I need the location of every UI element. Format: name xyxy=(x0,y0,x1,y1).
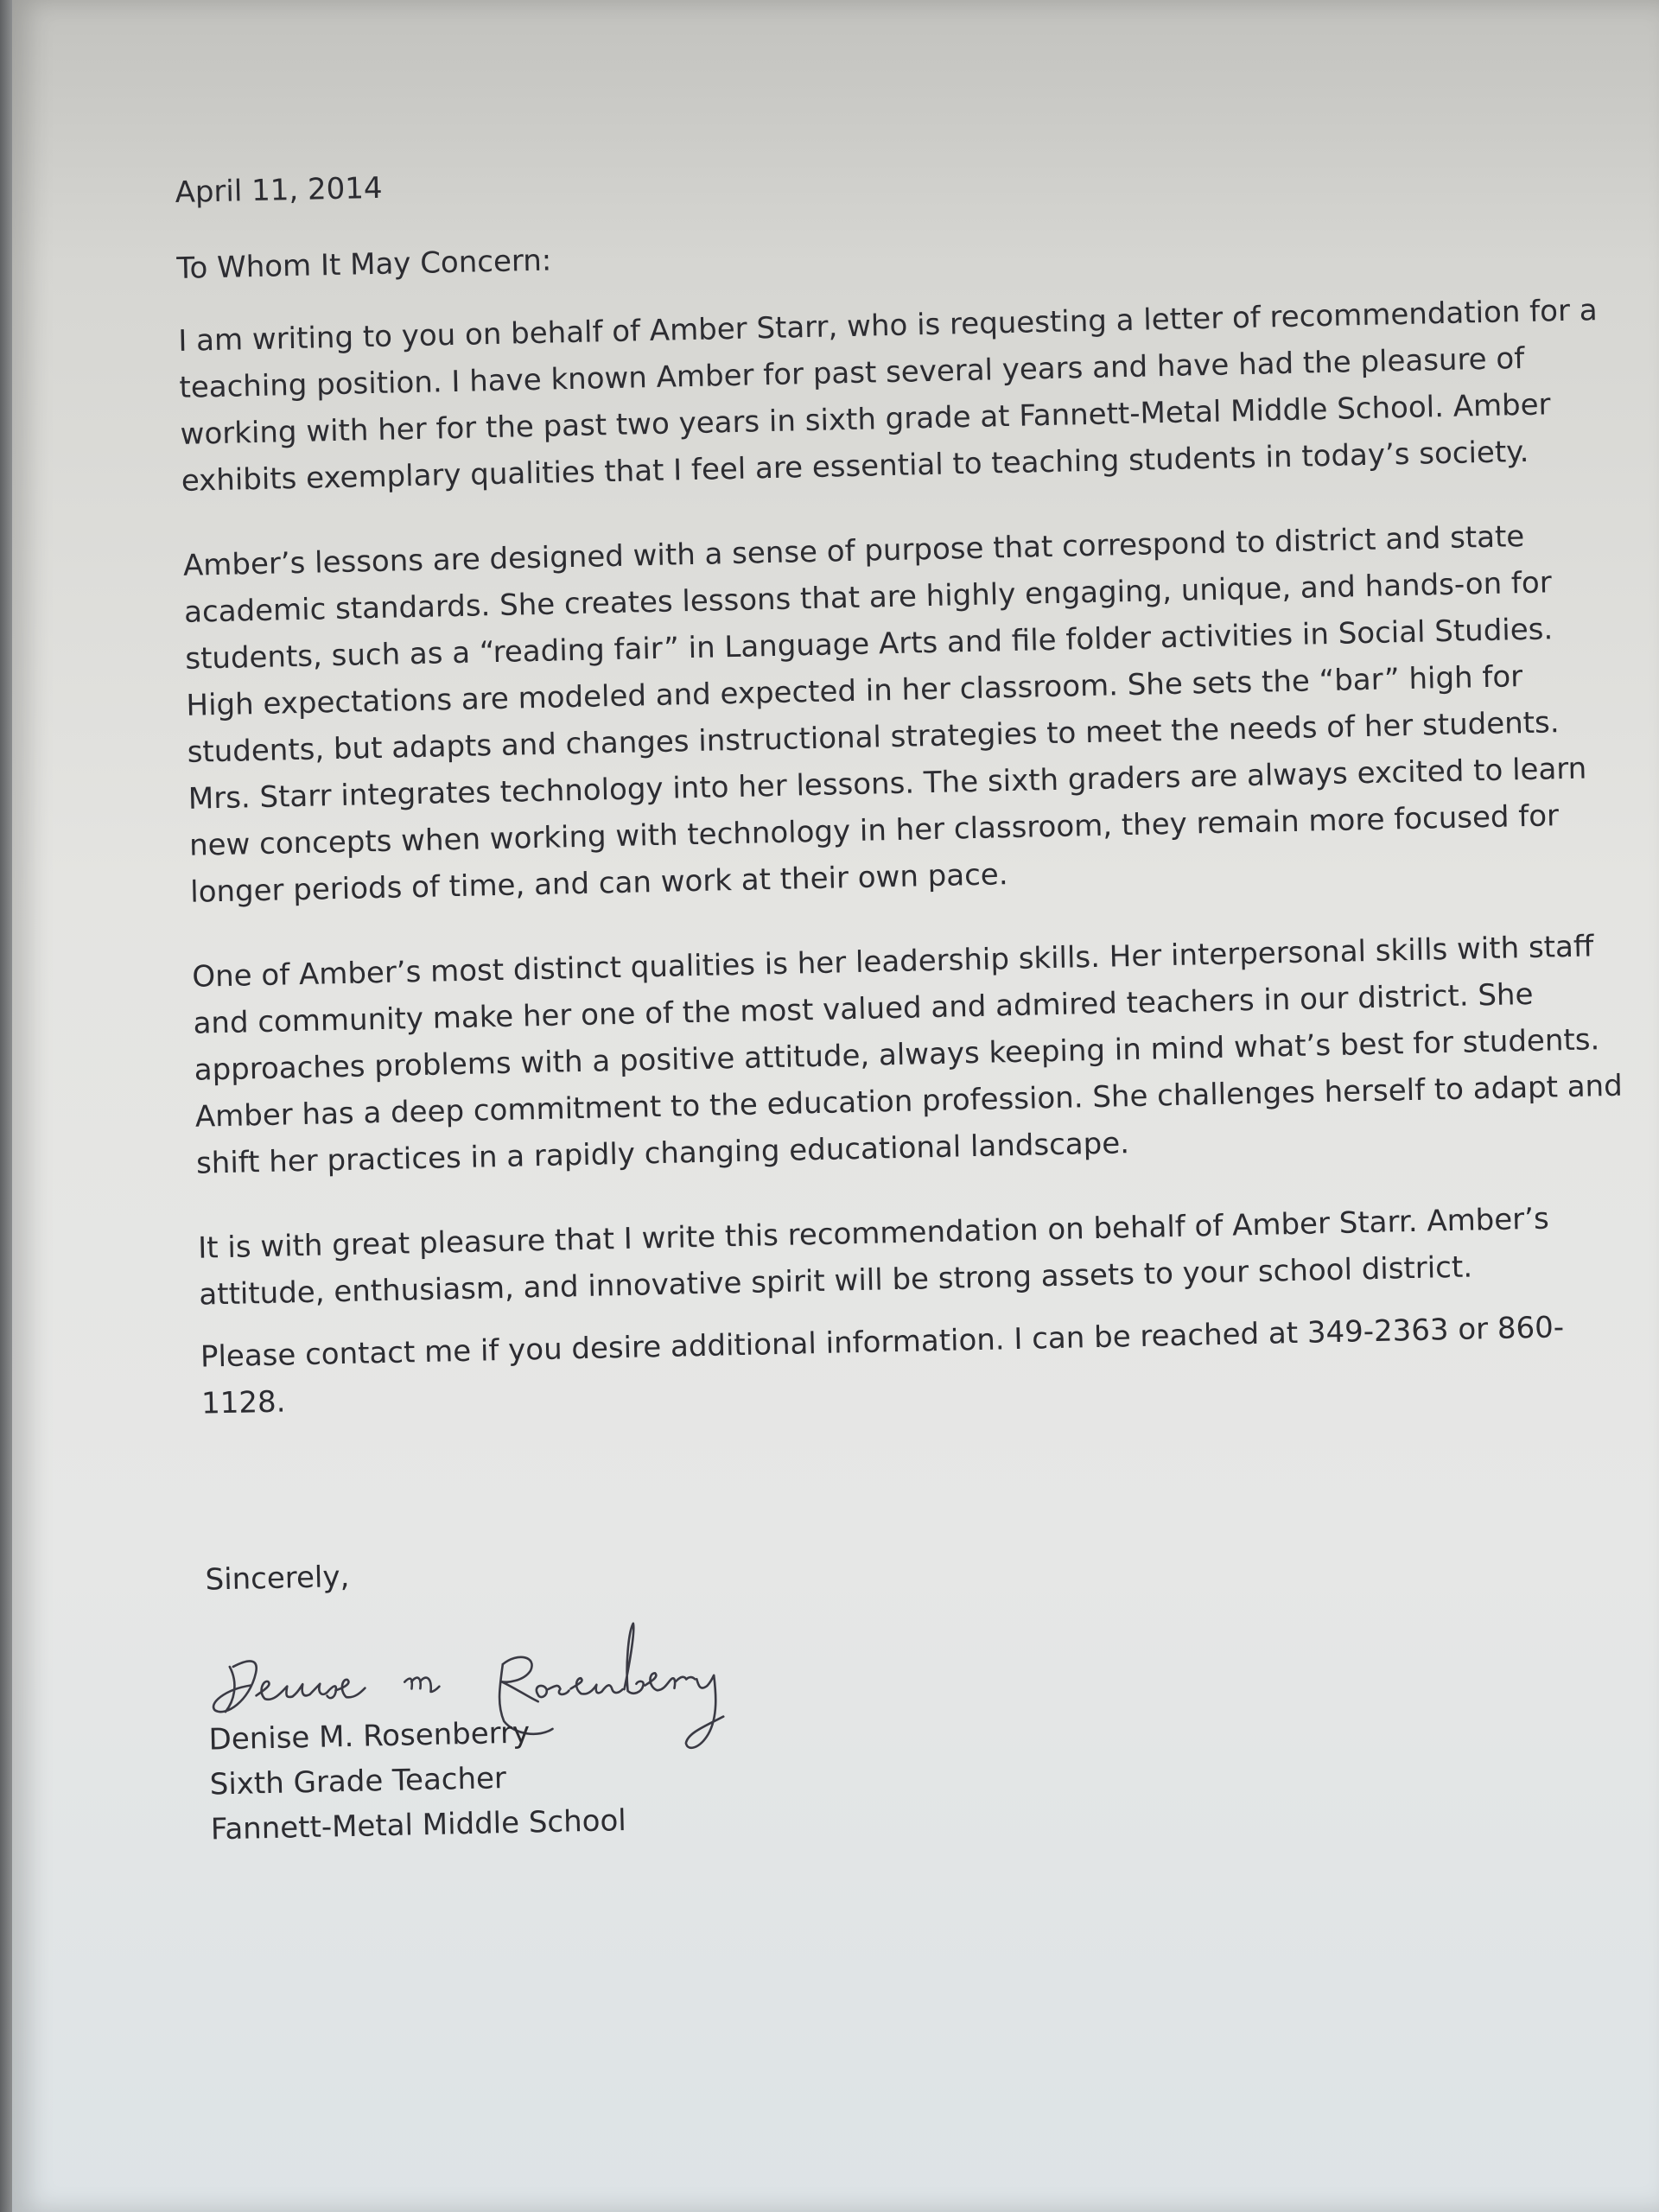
letter-closing: Sincerely, xyxy=(205,1559,350,1598)
signature-area xyxy=(207,1610,1645,1847)
table-edge-shadow xyxy=(0,0,12,2212)
signer-school: Fannett-Metal Middle School xyxy=(210,1803,627,1847)
paragraph-introduction: I am writing to you on behalf of Amber Starr, who is requesting a letter of recommendation for a teaching position. I have known Amber for past several years and have had the pleasure of working with her for the past two years in sixth grade at Fannett-Metal Middle School. Amber exhibits exemplary qualities that I feel are essential to teaching students in today’s society. xyxy=(177,293,1598,499)
recommendation-letter xyxy=(175,138,1645,1847)
letter-date: April 11, 2014 xyxy=(175,170,383,210)
paragraph-leadership: One of Amber’s most distinct qualities is her leadership skills. Her interpersonal skills with staff and community make her one of the most valued and admired teachers in our district. She approaches problems with a positive attitude, always keeping in mind what’s best for students. Amber has a deep commitment to the education profession. She challenges herself to adapt and shift her practices in a rapidly changing educational landscape. xyxy=(191,929,1624,1181)
signer-block xyxy=(208,1708,626,1852)
signer-title: Sixth Grade Teacher xyxy=(209,1761,507,1802)
paragraph-recommendation: It is with great pleasure that I write this recommendation on behalf of Amber Starr. Amber’s attitude, enthusiasm, and innovative spirit will be strong assets to your school district. xyxy=(197,1201,1550,1313)
paper-sheet xyxy=(12,0,1659,2212)
paragraph-contact: Please contact me if you desire additional information. I can be reached at 349-2363 or 860-1128. xyxy=(200,1310,1565,1421)
letter-salutation: To Whom It May Concern: xyxy=(176,243,552,286)
paragraph-lessons: Amber’s lessons are designed with a sense of purpose that correspond to district and state academic standards. She creates lessons that are highly engaging, unique, and hands-on for students, such as a “reading fair” in Language Arts and file folder activities in Social Studies. High expectations are modeled and expected in her classroom. She sets the “bar” high for students, but adapts and changes instructional strategies to meet the needs of her students. Mrs. Starr integrates technology into her lessons. The sixth graders are always excited to learn new concepts when working with technology in her classroom, they remain more focused for longer periods of time, and can work at their own pace. xyxy=(182,519,1587,910)
signer-name: Denise M. Rosenberry xyxy=(208,1715,531,1758)
